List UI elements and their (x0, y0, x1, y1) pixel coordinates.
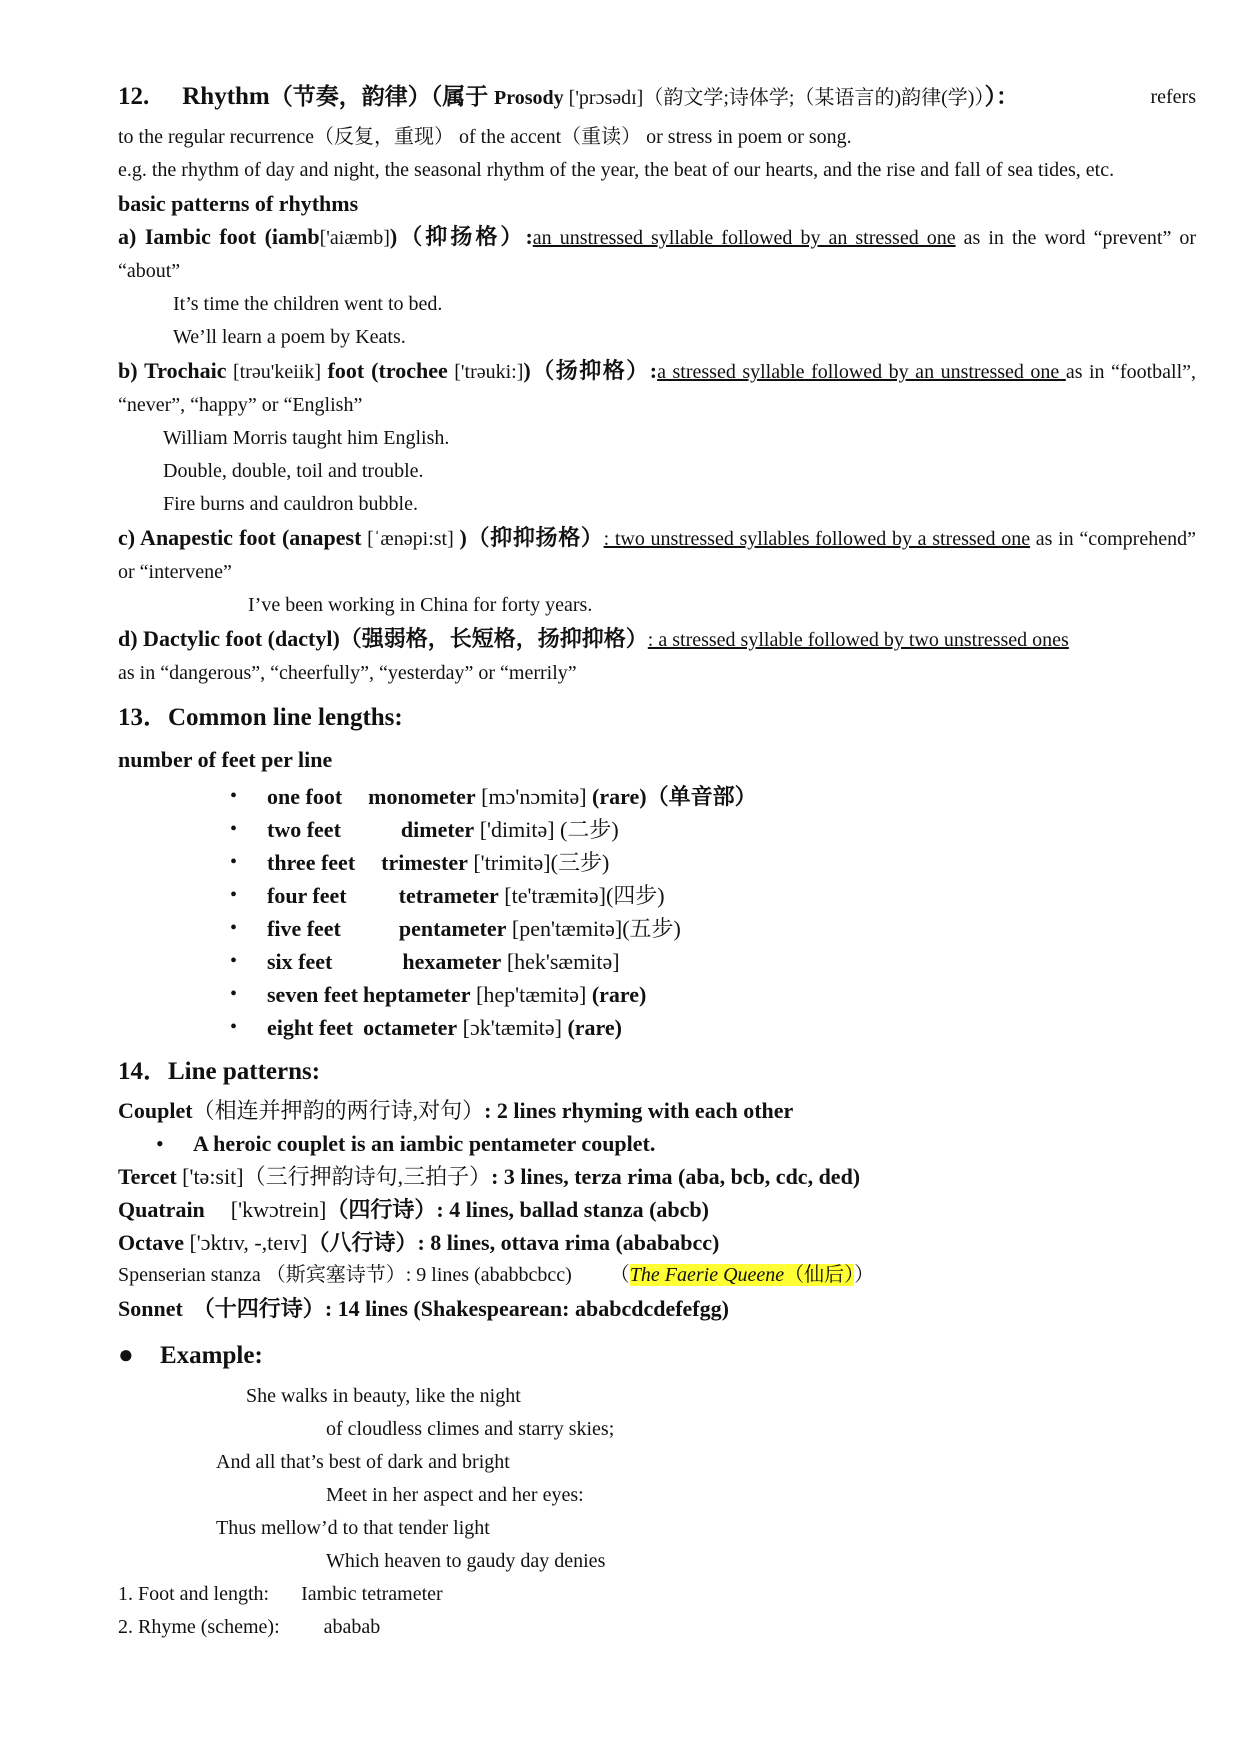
couplet-entry (118, 1094, 1196, 1127)
question-1-answer: Iambic tetrameter (301, 1583, 443, 1605)
meter-note: (二步) (560, 817, 619, 842)
iambic-close: ) (389, 224, 398, 249)
poem-line-4: Meet in her aspect and her eyes: (326, 1484, 584, 1506)
line-length-item (230, 1011, 1196, 1044)
trochaic-example-2: Double, double, toil and trouble. (163, 460, 424, 482)
sonnet-definition: : 14 lines (Shakespearean: ababcdcdefefgg) (324, 1296, 729, 1321)
tercet-ipa: ['tə:sit] (176, 1164, 244, 1189)
meter-note: (rare)（单音部） (592, 784, 757, 809)
section-number: 12. (118, 83, 150, 110)
dactylic-entry (118, 622, 1196, 657)
question-2-answer: ababab (323, 1616, 381, 1638)
quatrain-definition: : 4 lines, ballad stanza (abcb) (436, 1197, 709, 1222)
line-length-item (230, 978, 1196, 1011)
poem-line-2: of cloudless climes and starry skies; (326, 1418, 615, 1440)
anapestic-ipa: [ˈænəpi:st] (361, 528, 460, 550)
anapestic-example-1: I’ve been working in China for forty years. (248, 594, 593, 616)
rhythm-title: Rhythm (182, 83, 270, 110)
feet-count: five feet (267, 916, 341, 941)
quatrain-ipa: ['kwɔtrein] (230, 1197, 327, 1222)
prosody-term: Prosody (494, 87, 564, 109)
meter-ipa: [ɔk'tæmitə] (457, 1015, 568, 1040)
spenserian-paren-open: （ (609, 1264, 630, 1286)
feet-count: eight feet (267, 1015, 354, 1040)
prosody-cn: （韵文学;诗体学;（某语言的)韵律(学)） (643, 87, 985, 109)
section-14-heading: 14．Line patterns: (118, 1058, 321, 1085)
meter-ipa: [hep'tæmitə] (470, 982, 592, 1007)
poem-line-6: Which heaven to gaudy day denies (326, 1550, 606, 1572)
meter-name: octameter (363, 1015, 458, 1040)
meter-name: pentameter (398, 916, 507, 941)
meter-name: trimester (381, 850, 468, 875)
feet-count: two feet (267, 817, 341, 842)
feet-count: six feet (267, 949, 333, 974)
quatrain-term: Quatrain (118, 1197, 205, 1222)
line-length-item (230, 945, 1196, 978)
iambic-example-2: We’ll learn a poem by Keats. (173, 326, 406, 348)
rhythm-example: e.g. the rhythm of day and night, the seasonal rhythm of the year, the beat of our hearts, and the rise and fall of sea tides, etc. (118, 159, 1115, 181)
feet-count: one foot (267, 784, 343, 809)
trochaic-example-3: Fire burns and cauldron bubble. (163, 493, 418, 515)
example-heading (118, 1331, 1196, 1380)
question-foot-length (118, 1578, 1196, 1611)
anapestic-rest: as in “comprehend” or “intervene” (118, 528, 1196, 583)
meter-name: heptameter (363, 982, 471, 1007)
trochaic-definition: a stressed syllable followed by an unstressed one (657, 361, 1066, 383)
anapestic-cn: （抑抑扬格） (466, 525, 604, 550)
meter-note: (四步) (605, 883, 665, 908)
meter-name: tetrameter (398, 883, 499, 908)
iambic-definition: an unstressed syllable followed by an stressed one (532, 227, 956, 249)
document-page (118, 70, 1196, 1644)
trochaic-cn: （扬抑格）: (530, 358, 658, 383)
paren-open: （属于 (430, 84, 495, 109)
section-13-heading: 13．Common line lengths: (118, 704, 403, 731)
faerie-queene-title: The Faerie Queene (629, 1264, 785, 1286)
feet-count: three feet (267, 850, 356, 875)
trochaic-example-1: William Morris taught him English. (163, 427, 450, 449)
octave-entry (118, 1226, 1196, 1259)
iambic-rest: as in the word “prevent” or “about” (118, 227, 1197, 282)
anapestic-close: ) (459, 525, 467, 550)
trochaic-entry (118, 354, 1196, 422)
line-length-item (230, 879, 1196, 912)
line-length-item (230, 780, 1196, 813)
poem-line-1: She walks in beauty, like the night (246, 1385, 521, 1407)
meter-note: (五步) (622, 916, 681, 941)
question-1-label: 1. Foot and length: (118, 1583, 270, 1605)
couplet-cn: （相连并押韵的两行诗,对句） (192, 1098, 485, 1123)
poem-line-3: And all that’s best of dark and bright (216, 1451, 510, 1473)
basic-patterns-heading: basic patterns of rhythms (118, 191, 359, 216)
feet-count: four feet (267, 883, 347, 908)
meter-note: (rare) (591, 982, 647, 1007)
octave-cn: （八行诗） (307, 1230, 418, 1255)
line-length-item (230, 846, 1196, 879)
meter-ipa: [te'træmitə] (498, 883, 606, 908)
sonnet-entry (118, 1292, 1196, 1325)
spenserian-paren-close: ） (854, 1264, 875, 1286)
meter-name: dimeter (400, 817, 475, 842)
iambic-ipa: ['aiæmb] (319, 227, 390, 249)
meter-ipa: [hek'sæmitə] (501, 949, 620, 974)
anapestic-entry (118, 521, 1196, 589)
iambic-label: a) Iambic foot (iamb (118, 224, 320, 249)
spenserian-text: Spenserian stanza （斯宾塞诗节）: 9 lines (ababbcbcc) (118, 1264, 572, 1286)
quatrain-cn: （四行诗） (326, 1197, 437, 1222)
dactylic-cn: （强弱格，长短格，扬抑抑格） (339, 626, 648, 651)
tercet-term: Tercet (118, 1164, 177, 1189)
meter-note: (rare) (567, 1015, 623, 1040)
tercet-cn: （三行押韵诗句,三拍子） (243, 1164, 492, 1189)
line-length-item (230, 912, 1196, 945)
octave-ipa: ['ɔktɪv, -,teɪv] (183, 1230, 308, 1255)
feet-per-line-heading: number of feet per line (118, 747, 333, 772)
dactylic-definition: : a stressed syllable followed by two unstressed ones (647, 629, 1069, 651)
meter-ipa: ['dimitə] (474, 817, 561, 842)
meter-ipa: [mɔ'nɔmitə] (475, 784, 593, 809)
meter-name: hexameter (402, 949, 502, 974)
trochaic-ipa: [trəu'keiik] (226, 361, 328, 383)
meter-ipa: [pen'tæmitə] (506, 916, 623, 941)
anapestic-definition: : two unstressed syllables followed by a stressed one (603, 528, 1031, 550)
question-rhyme-scheme (118, 1611, 1196, 1644)
iambic-entry (118, 220, 1196, 288)
bullet-dot: • (156, 1131, 164, 1156)
sonnet-cn: （十四行诗） (192, 1296, 325, 1321)
couplet-definition: : 2 lines rhyming with each other (484, 1098, 794, 1123)
anapestic-label: c) Anapestic foot (anapest (118, 525, 362, 550)
dactylic-label: d) Dactylic foot (dactyl) (118, 626, 340, 651)
example-bullet-icon: ● (118, 1340, 134, 1369)
meter-name: monometer (368, 784, 476, 809)
heroic-couplet-text: A heroic couplet is an iambic pentameter couplet. (193, 1131, 656, 1156)
faerie-queene-cn: （仙后） (784, 1264, 855, 1286)
example-heading-text: Example: (160, 1342, 263, 1369)
trochaic-label: b) Trochaic (118, 358, 227, 383)
tercet-entry (118, 1160, 1196, 1193)
feet-count: seven feet (267, 982, 359, 1007)
tercet-definition: : 3 lines, terza rima (aba, bcb, cdc, ded) (491, 1164, 861, 1189)
refers-word: refers (1150, 86, 1196, 108)
prosody-ipa: ['prɔsədɪ] (563, 87, 644, 109)
rhythm-definition: to the regular recurrence（反复，重现） of the accent（重读） or stress in poem or song. (118, 126, 852, 148)
trochee-ipa: ['trəuki:] (447, 361, 524, 383)
iambic-cn: （抑扬格）: (397, 224, 533, 249)
paren-close: ）： (984, 84, 1019, 109)
quatrain-entry (118, 1193, 1196, 1226)
dactylic-rest: as in “dangerous”, “cheerfully”, “yesterday” or “merrily” (118, 662, 577, 684)
octave-term: Octave (118, 1230, 184, 1255)
trochaic-rest: as in “football”, “never”, “happy” or “English” (118, 361, 1197, 416)
faerie-queene-highlight (630, 1264, 854, 1286)
octave-definition: : 8 lines, ottava rima (abababcc) (417, 1230, 720, 1255)
line-length-list (118, 780, 1196, 1044)
meter-ipa: ['trimitə] (467, 850, 551, 875)
sonnet-term: Sonnet (118, 1296, 183, 1321)
trochee-label: foot (trochee (327, 358, 448, 383)
poem-line-5: Thus mellow’d to that tender light (216, 1517, 490, 1539)
question-2-label: 2. Rhyme (scheme): (118, 1616, 280, 1638)
rhythm-title-cn: （节奏，韵律） (269, 84, 431, 109)
spenserian-entry (118, 1259, 1196, 1292)
iambic-example-1: It’s time the children went to bed. (173, 293, 443, 315)
line-length-item (230, 813, 1196, 846)
section-12-heading (118, 74, 1196, 121)
trochee-close: ) (523, 358, 531, 383)
couplet-term: Couplet (118, 1098, 193, 1123)
heroic-couplet-bullet (118, 1127, 1196, 1160)
meter-note: (三步) (550, 850, 610, 875)
